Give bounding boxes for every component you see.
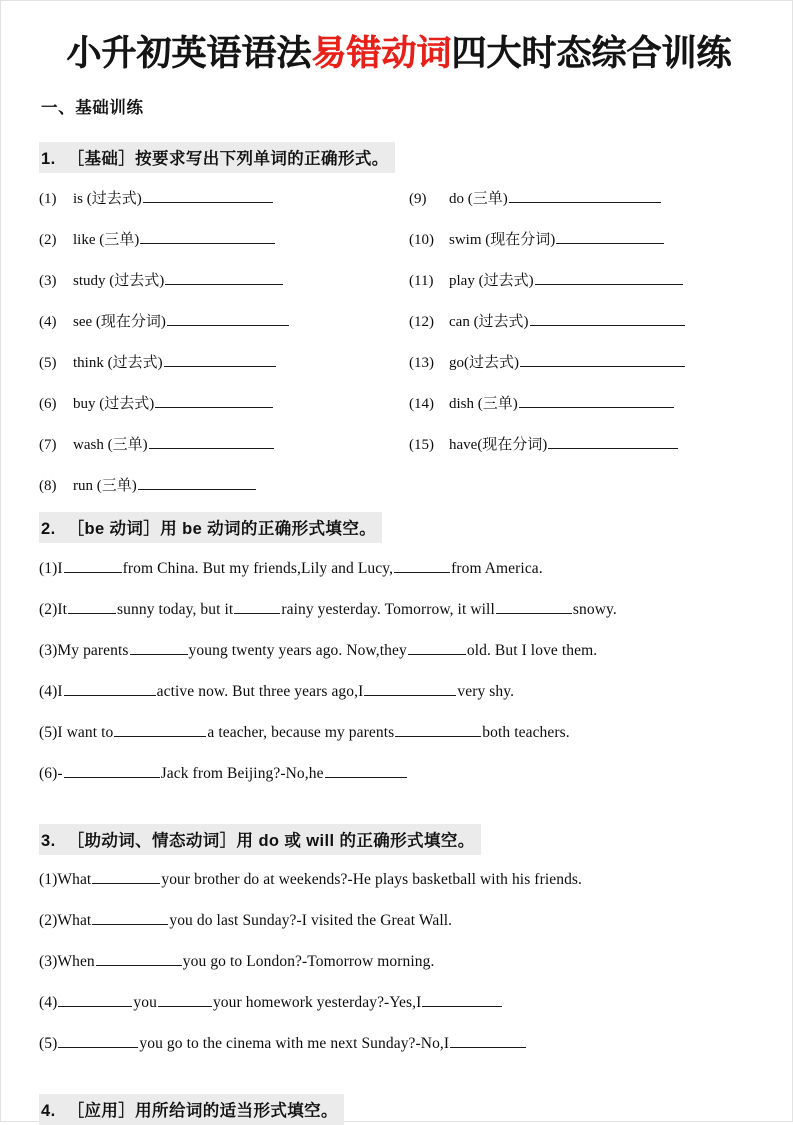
sentence-text: (1)What xyxy=(39,870,92,888)
item-word: play (过去式) xyxy=(449,272,534,289)
word-form-item xyxy=(409,351,759,392)
sentence-text: old. But I love them. xyxy=(466,641,598,659)
answer-blank[interactable] xyxy=(167,312,289,326)
sentence-text: your homework yesterday?-Yes,I xyxy=(212,993,422,1011)
word-form-item xyxy=(409,187,759,228)
section-3-title: ［助动词、情态动词］用 do 或 will 的正确形式填空。 xyxy=(67,831,475,850)
section-3-items xyxy=(39,871,759,1076)
answer-blank[interactable] xyxy=(394,560,450,573)
answer-blank[interactable] xyxy=(96,953,182,966)
answer-blank[interactable] xyxy=(422,994,502,1007)
section-4-title: ［应用］用所给词的适当形式填空。 xyxy=(67,1101,338,1120)
item-index: (11) xyxy=(409,272,434,289)
sentence-text: very shy. xyxy=(457,682,515,700)
item-word: wash (三单) xyxy=(73,436,148,453)
item-index: (9) xyxy=(409,190,427,207)
section-4-number: 4. xyxy=(41,1101,56,1120)
item-word: is (过去式) xyxy=(73,190,142,207)
answer-blank[interactable] xyxy=(114,724,206,737)
sentence-text: (4)I xyxy=(39,682,63,700)
sentence-text: from America. xyxy=(451,559,543,577)
fill-in-sentence xyxy=(39,1035,759,1076)
item-word: can (过去式) xyxy=(449,313,529,330)
item-index: (1) xyxy=(39,190,57,207)
fill-in-sentence xyxy=(39,912,759,953)
word-form-item xyxy=(409,228,759,269)
answer-blank[interactable] xyxy=(58,994,132,1007)
item-word: buy (过去式) xyxy=(73,395,155,412)
answer-blank[interactable] xyxy=(64,560,122,573)
answer-blank[interactable] xyxy=(165,271,283,285)
fill-in-sentence xyxy=(39,953,759,994)
section-2-items xyxy=(39,560,759,806)
fill-in-sentence xyxy=(39,994,759,1035)
fill-in-sentence xyxy=(39,601,759,642)
sentence-text: (2)It xyxy=(39,600,68,618)
item-word: see (现在分词) xyxy=(73,313,166,330)
section-1-right-column xyxy=(409,187,759,474)
item-word: dish (三单) xyxy=(449,395,518,412)
fill-in-sentence xyxy=(39,724,759,765)
item-index: (10) xyxy=(409,231,434,248)
sentence-text: you xyxy=(133,993,157,1011)
section-3-heading xyxy=(39,824,481,855)
item-index: (2) xyxy=(39,231,57,248)
answer-blank[interactable] xyxy=(58,1035,138,1048)
item-index: (13) xyxy=(409,354,434,371)
answer-blank[interactable] xyxy=(158,994,212,1007)
item-index: (6) xyxy=(39,395,57,412)
word-form-item xyxy=(409,269,759,310)
answer-blank[interactable] xyxy=(130,642,188,655)
sentence-text: (5) xyxy=(39,1034,58,1052)
item-word: think (过去式) xyxy=(73,354,163,371)
answer-blank[interactable] xyxy=(138,476,256,490)
answer-blank[interactable] xyxy=(530,312,685,326)
answer-blank[interactable] xyxy=(68,601,116,614)
item-word: study (过去式) xyxy=(73,272,165,289)
section-1-items xyxy=(39,187,759,502)
answer-blank[interactable] xyxy=(364,683,456,696)
word-form-item xyxy=(39,433,409,474)
sentence-text: you go to the cinema with me next Sunday?-No,I xyxy=(139,1034,450,1052)
item-word: have(现在分词) xyxy=(449,436,548,453)
section-2-title: ［be 动词］用 be 动词的正确形式填空。 xyxy=(67,519,377,538)
section-1-title: ［基础］按要求写出下列单词的正确形式。 xyxy=(67,149,389,168)
sentence-text: (5)I want to xyxy=(39,723,114,741)
sentence-text: (6)- xyxy=(39,764,63,782)
section-1-number: 1. xyxy=(41,149,56,168)
sentence-text: (1)I xyxy=(39,559,63,577)
answer-blank[interactable] xyxy=(509,189,661,203)
title-suffix: 四大时态综合训练 xyxy=(451,34,732,73)
part-heading: 一、基础训练 xyxy=(41,98,144,117)
answer-blank[interactable] xyxy=(535,271,683,285)
word-form-item xyxy=(39,351,409,392)
answer-blank[interactable] xyxy=(520,353,685,367)
title-prefix: 小升初英语语法 xyxy=(66,34,312,73)
answer-blank[interactable] xyxy=(496,601,572,614)
sentence-text: snowy. xyxy=(572,600,617,618)
answer-blank[interactable] xyxy=(556,230,664,244)
fill-in-sentence xyxy=(39,765,759,806)
sentence-text: (3)My parents xyxy=(39,641,129,659)
answer-blank[interactable] xyxy=(164,353,276,367)
item-index: (14) xyxy=(409,395,434,412)
item-index: (5) xyxy=(39,354,57,371)
sentence-text: both teachers. xyxy=(482,723,570,741)
section-1-left-column xyxy=(39,187,409,515)
section-3-number: 3. xyxy=(41,831,56,850)
item-index: (4) xyxy=(39,313,57,330)
section-1-heading xyxy=(39,142,395,173)
answer-blank[interactable] xyxy=(408,642,466,655)
word-form-item xyxy=(409,310,759,351)
item-index: (7) xyxy=(39,436,57,453)
section-2-heading xyxy=(39,512,382,543)
section-2 xyxy=(39,512,759,806)
answer-blank[interactable] xyxy=(519,394,674,408)
section-4-heading xyxy=(39,1094,344,1125)
sentence-text: (2)What xyxy=(39,911,92,929)
sentence-text: active now. But three years ago,I xyxy=(156,682,364,700)
page-title xyxy=(39,1,759,76)
sentence-text: rainy yesterday. Tomorrow, it will xyxy=(281,600,495,618)
answer-blank[interactable] xyxy=(325,765,407,778)
sentence-text: (4) xyxy=(39,993,58,1011)
answer-blank[interactable] xyxy=(395,724,481,737)
answer-blank[interactable] xyxy=(143,189,273,203)
title-highlight: 易错动词 xyxy=(311,34,452,73)
sentence-text: a teacher, because my parents xyxy=(207,723,395,741)
fill-in-sentence xyxy=(39,683,759,724)
word-form-item xyxy=(39,392,409,433)
answer-blank[interactable] xyxy=(155,394,273,408)
item-word: like (三单) xyxy=(73,231,140,248)
fill-in-sentence xyxy=(39,871,759,912)
item-index: (8) xyxy=(39,477,57,494)
section-4 xyxy=(39,1094,759,1125)
sentence-text: Jack from Beijing?-No,he xyxy=(160,764,324,782)
sentence-text: (3)When xyxy=(39,952,95,970)
sentence-text: young twenty years ago. Now,they xyxy=(188,641,407,659)
word-form-item xyxy=(39,187,409,228)
section-3 xyxy=(39,824,759,1076)
answer-blank[interactable] xyxy=(548,435,678,449)
item-word: swim (现在分词) xyxy=(449,231,556,248)
word-form-item xyxy=(409,433,759,474)
item-index: (3) xyxy=(39,272,57,289)
item-word: run (三单) xyxy=(73,477,137,494)
word-form-item xyxy=(39,474,409,515)
answer-blank[interactable] xyxy=(92,912,168,925)
answer-blank[interactable] xyxy=(140,230,275,244)
sentence-text: sunny today, but it xyxy=(117,600,234,618)
section-1 xyxy=(39,142,759,502)
fill-in-sentence xyxy=(39,642,759,683)
fill-in-sentence xyxy=(39,560,759,601)
sentence-text: you do last Sunday?-I visited the Great Wall. xyxy=(169,911,453,929)
sentence-text: you go to London?-Tomorrow morning. xyxy=(182,952,435,970)
word-form-item xyxy=(39,269,409,310)
answer-blank[interactable] xyxy=(64,683,156,696)
item-word: do (三单) xyxy=(449,190,508,207)
item-index: (15) xyxy=(409,436,434,453)
section-2-number: 2. xyxy=(41,519,56,538)
word-form-item xyxy=(409,392,759,433)
item-index: (12) xyxy=(409,313,434,330)
sentence-text: from China. But my friends,Lily and Lucy, xyxy=(122,559,394,577)
answer-blank[interactable] xyxy=(149,435,274,449)
word-form-item xyxy=(39,310,409,351)
page-content xyxy=(39,1,759,1125)
word-form-item xyxy=(39,228,409,269)
answer-blank[interactable] xyxy=(450,1035,526,1048)
answer-blank[interactable] xyxy=(234,601,280,614)
sentence-text: your brother do at weekends?-He plays basketball with his friends. xyxy=(161,870,583,888)
item-word: go(过去式) xyxy=(449,354,519,371)
answer-blank[interactable] xyxy=(64,765,160,778)
answer-blank[interactable] xyxy=(92,871,160,884)
